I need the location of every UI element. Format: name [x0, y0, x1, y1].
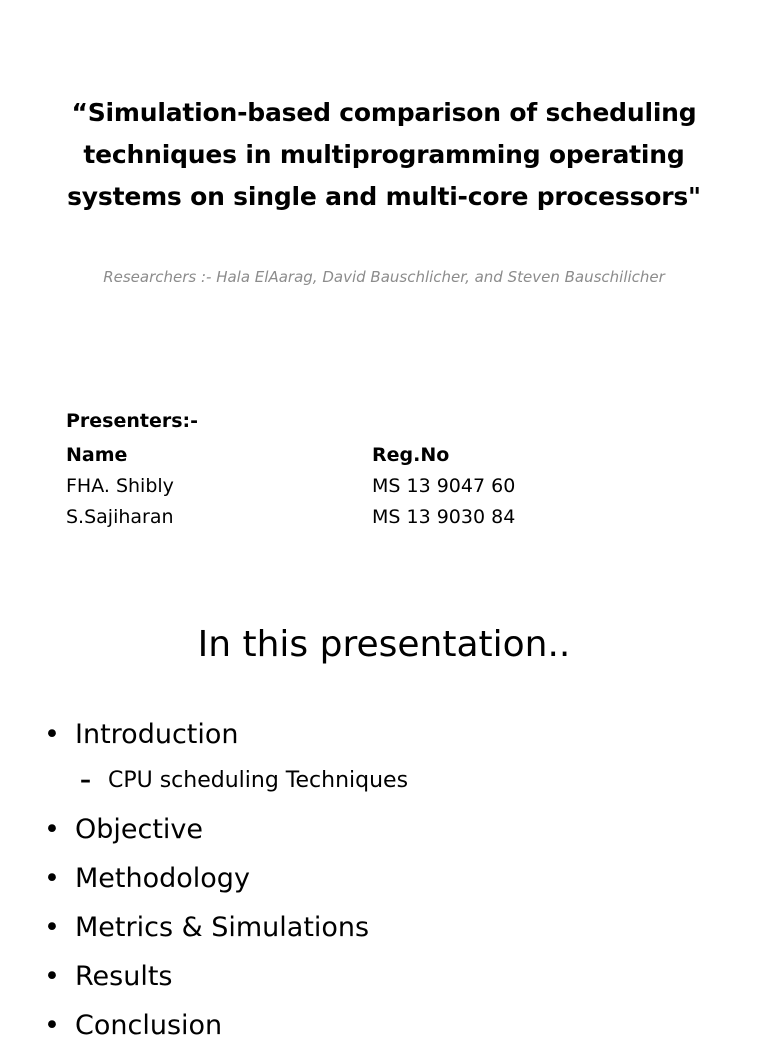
reg-column-header: Reg.No: [372, 444, 450, 466]
agenda-item-label: Conclusion: [75, 1010, 223, 1041]
presentation-title: “Simulation-based comparison of scheduling techniques in multiprogramming operating systems on single and multi-core processors": [67, 98, 701, 211]
bullet-icon: •: [44, 912, 60, 943]
agenda-item: [44, 716, 724, 765]
agenda-sub-item: [44, 765, 724, 811]
bullet-icon: •: [44, 1010, 60, 1041]
agenda-slide: [0, 576, 768, 1041]
presenter-name-column: [66, 440, 174, 533]
presenter-reg-number: MS 13 9047 60: [372, 475, 516, 497]
agenda-item: [44, 909, 724, 958]
presenter-name: FHA. Shibly: [66, 475, 174, 497]
name-column-header: Name: [66, 444, 128, 466]
agenda-item-label: Methodology: [75, 863, 250, 894]
presenter-reg-column: [372, 440, 515, 533]
presenter-reg-number: MS 13 9030 84: [372, 506, 516, 528]
agenda-item: [44, 811, 724, 860]
agenda-item-label: Objective: [75, 814, 204, 845]
agenda-item: [44, 958, 724, 1007]
bullet-icon: •: [44, 863, 60, 894]
bullet-icon: •: [44, 961, 60, 992]
agenda-item: [44, 860, 724, 909]
researchers-line: Researchers :- Hala ElAarag, David Bauschlicher, and Steven Bauschilicher: [103, 268, 665, 286]
bullet-icon: •: [44, 814, 60, 845]
agenda-item-label: Metrics & Simulations: [75, 912, 370, 943]
presenters-heading: Presenters:-: [66, 410, 199, 432]
agenda-list: [44, 716, 724, 1056]
agenda-item-label: Introduction: [75, 719, 239, 750]
agenda-item-label: Results: [75, 961, 173, 992]
bullet-icon: •: [44, 719, 60, 750]
agenda-sub-item-label: CPU scheduling Techniques: [108, 768, 409, 793]
agenda-title: In this presentation..: [197, 624, 571, 665]
agenda-item: [44, 1007, 724, 1056]
dash-icon: –: [80, 768, 91, 793]
presenter-name: S.Sajiharan: [66, 506, 174, 528]
